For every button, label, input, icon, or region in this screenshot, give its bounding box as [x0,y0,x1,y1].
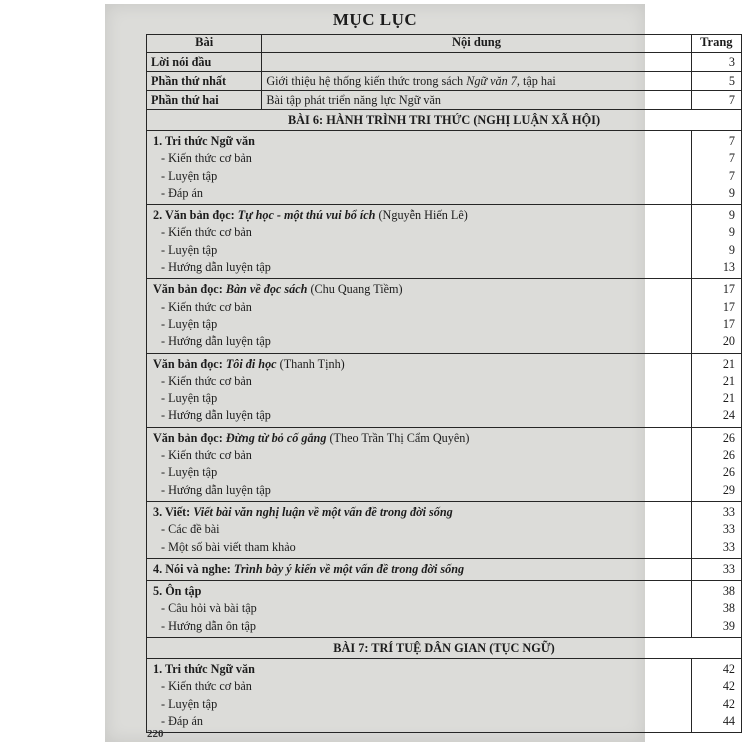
block-content [147,131,692,205]
page-number-cell: 33 [722,561,735,576]
header-bai: Bài [147,35,262,53]
block-item: - Kiến thức cơ bản [161,679,252,694]
page-number-cell: 33 [722,539,735,554]
block-title-label: Văn bản đọc: [153,430,226,445]
block-item: - Kiến thức cơ bản [161,448,252,463]
lesson-heading: BÀI 6: HÀNH TRÌNH TRI THỨC (NGHỊ LUẬN XÃ HỘI) [147,110,742,131]
page-number-cell: 26 [722,448,735,463]
page-title: MỤC LỤC [332,10,418,29]
block-item: - Đáp án [161,185,203,200]
block-item: - Kiến thức cơ bản [161,373,252,388]
intro-page: 5 [691,72,741,91]
block-title [153,207,687,224]
block-title-label: Văn bản đọc: [153,356,226,371]
page-number-cell: 44 [722,713,735,728]
block-title-work: Viết bài văn nghị luận về một vấn đề trong đời sống [193,504,453,519]
block-pages [691,427,741,501]
intro-page: 7 [691,91,741,110]
intro-content [262,53,691,72]
page-number-cell: 26 [722,465,735,480]
block-title [153,356,687,373]
page-number-cell: 17 [722,282,735,297]
block-content [147,353,692,427]
block-content [147,581,692,638]
page-number-cell: 9 [728,185,735,200]
book-page [105,4,735,742]
page-number-cell: 38 [722,601,735,616]
page-number-cell: 20 [722,334,735,349]
toc-block [147,558,742,580]
page-number-cell: 42 [722,679,735,694]
block-title-label: Văn bản đọc: [153,282,226,297]
block-title-author: (Theo Trần Thị Cẩm Quyên) [326,430,470,445]
intro-bai: Phần thứ hai [147,91,262,110]
page-number-cell: 26 [722,430,735,445]
intro-page: 3 [691,53,741,72]
toc-block [147,581,742,638]
block-title [153,583,687,600]
block-title [153,561,687,578]
block-title-work: Trình bày ý kiến về một vấn đề trong đời sống [233,561,465,576]
page-number-cell: 33 [722,522,735,537]
page-number-cell: 39 [722,618,735,633]
block-title-label: 1. Tri thức Ngữ văn [153,134,255,148]
lesson-heading: BÀI 7: TRÍ TUỆ DÂN GIAN (TỤC NGỮ) [147,638,742,659]
toc-block [147,659,742,733]
block-item: - Kiến thức cơ bản [161,225,252,240]
block-title-work: Đừng từ bỏ cố gắng [225,430,327,445]
block-item: - Hướng dẫn luyện tập [161,482,271,497]
page-number-cell: 9 [728,225,735,240]
block-item: - Luyện tập [161,696,218,711]
toc-block [147,501,742,558]
page-number-cell: 24 [722,408,735,423]
page-number-cell: 7 [728,168,735,183]
block-pages [691,205,741,279]
block-title-label: 5. Ôn tập [153,584,202,599]
block-content [147,558,692,580]
page-number-cell: 9 [728,242,735,257]
page-number-cell: 21 [722,373,735,388]
page-number-cell: 42 [722,662,735,677]
block-item: - Kiến thức cơ bản [161,151,252,166]
page-number-cell: 13 [722,260,735,275]
block-title [153,133,687,150]
toc-block [147,205,742,279]
block-pages [691,581,741,638]
block-pages [691,558,741,580]
page-number-cell: 17 [722,299,735,314]
page-number-cell: 42 [722,696,735,711]
toc-block [147,131,742,205]
block-title [153,661,687,678]
intro-bai: Lời nói đầu [147,53,262,72]
block-pages [691,353,741,427]
intro-content-part: , tập hai [516,74,556,88]
block-title-label: 3. Viết: [153,504,194,519]
page-number-cell: 17 [722,316,735,331]
page-number-cell: 21 [722,391,735,406]
page-number-cell: 29 [722,482,735,497]
block-item: - Luyện tập [161,168,218,183]
block-item: - Luyện tập [161,391,218,406]
block-item: - Luyện tập [161,465,218,480]
page-number: 220 [147,728,164,740]
block-item: - Hướng dẫn ôn tập [161,618,256,633]
block-item: - Câu hỏi và bài tập [161,601,257,616]
block-content [147,205,692,279]
block-title-work: Tôi đi học [225,356,277,371]
intro-bai: Phần thứ nhất [147,72,262,91]
block-content [147,427,692,501]
header-noi-dung: Nội dung [262,35,691,53]
intro-content-part: Giới thiệu hệ thống kiến thức trong sách [266,74,467,88]
block-item: - Luyện tập [161,316,218,331]
block-title [153,504,687,521]
block-title-work: Tự học - một thú vui bổ ích [237,208,376,223]
block-title [153,430,687,447]
block-pages [691,501,741,558]
block-item: - Các đề bài [161,522,220,537]
block-pages [691,131,741,205]
block-pages [691,659,741,733]
page-number-cell: 21 [722,356,735,371]
block-content [147,279,692,353]
header-trang: Trang [691,35,741,53]
intro-content-part: Bài tập phát triển năng lực Ngữ văn [266,93,441,107]
header-row [147,35,742,53]
page-number-cell: 9 [728,208,735,223]
block-title-work: Bàn về đọc sách [225,282,308,297]
intro-row [147,91,742,110]
block-item: - Hướng dẫn luyện tập [161,408,271,423]
page-number-cell: 38 [722,584,735,599]
intro-content-part: Ngữ văn 7 [466,74,517,88]
intro-content [262,91,691,110]
toc-block [147,353,742,427]
page-number-cell: 7 [728,134,735,148]
block-content [147,659,692,733]
toc-block [147,279,742,353]
block-item: - Luyện tập [161,242,218,257]
block-title-label: 4. Nói và nghe: [153,561,234,576]
page-number-cell: 33 [722,504,735,519]
block-pages [691,279,741,353]
toc-block [147,427,742,501]
block-item: - Một số bài viết tham khảo [161,539,296,554]
intro-content [262,72,691,91]
block-item: - Hướng dẫn luyện tập [161,260,271,275]
lesson-heading-row [147,110,742,131]
block-title-label: 2. Văn bản đọc: [153,208,238,223]
block-title-label: 1. Tri thức Ngữ văn [153,662,255,677]
toc-table [146,34,742,733]
lesson-heading-row [147,638,742,659]
block-title [153,281,687,298]
page-number-cell: 7 [728,151,735,166]
block-title-author: (Nguyễn Hiến Lê) [375,208,468,223]
block-title-author: (Chu Quang Tiềm) [307,282,403,297]
intro-row [147,72,742,91]
block-item: - Kiến thức cơ bản [161,299,252,314]
block-title-author: (Thanh Tịnh) [276,356,345,371]
block-item: - Hướng dẫn luyện tập [161,334,271,349]
block-content [147,501,692,558]
intro-row [147,53,742,72]
block-item: - Đáp án [161,713,203,728]
